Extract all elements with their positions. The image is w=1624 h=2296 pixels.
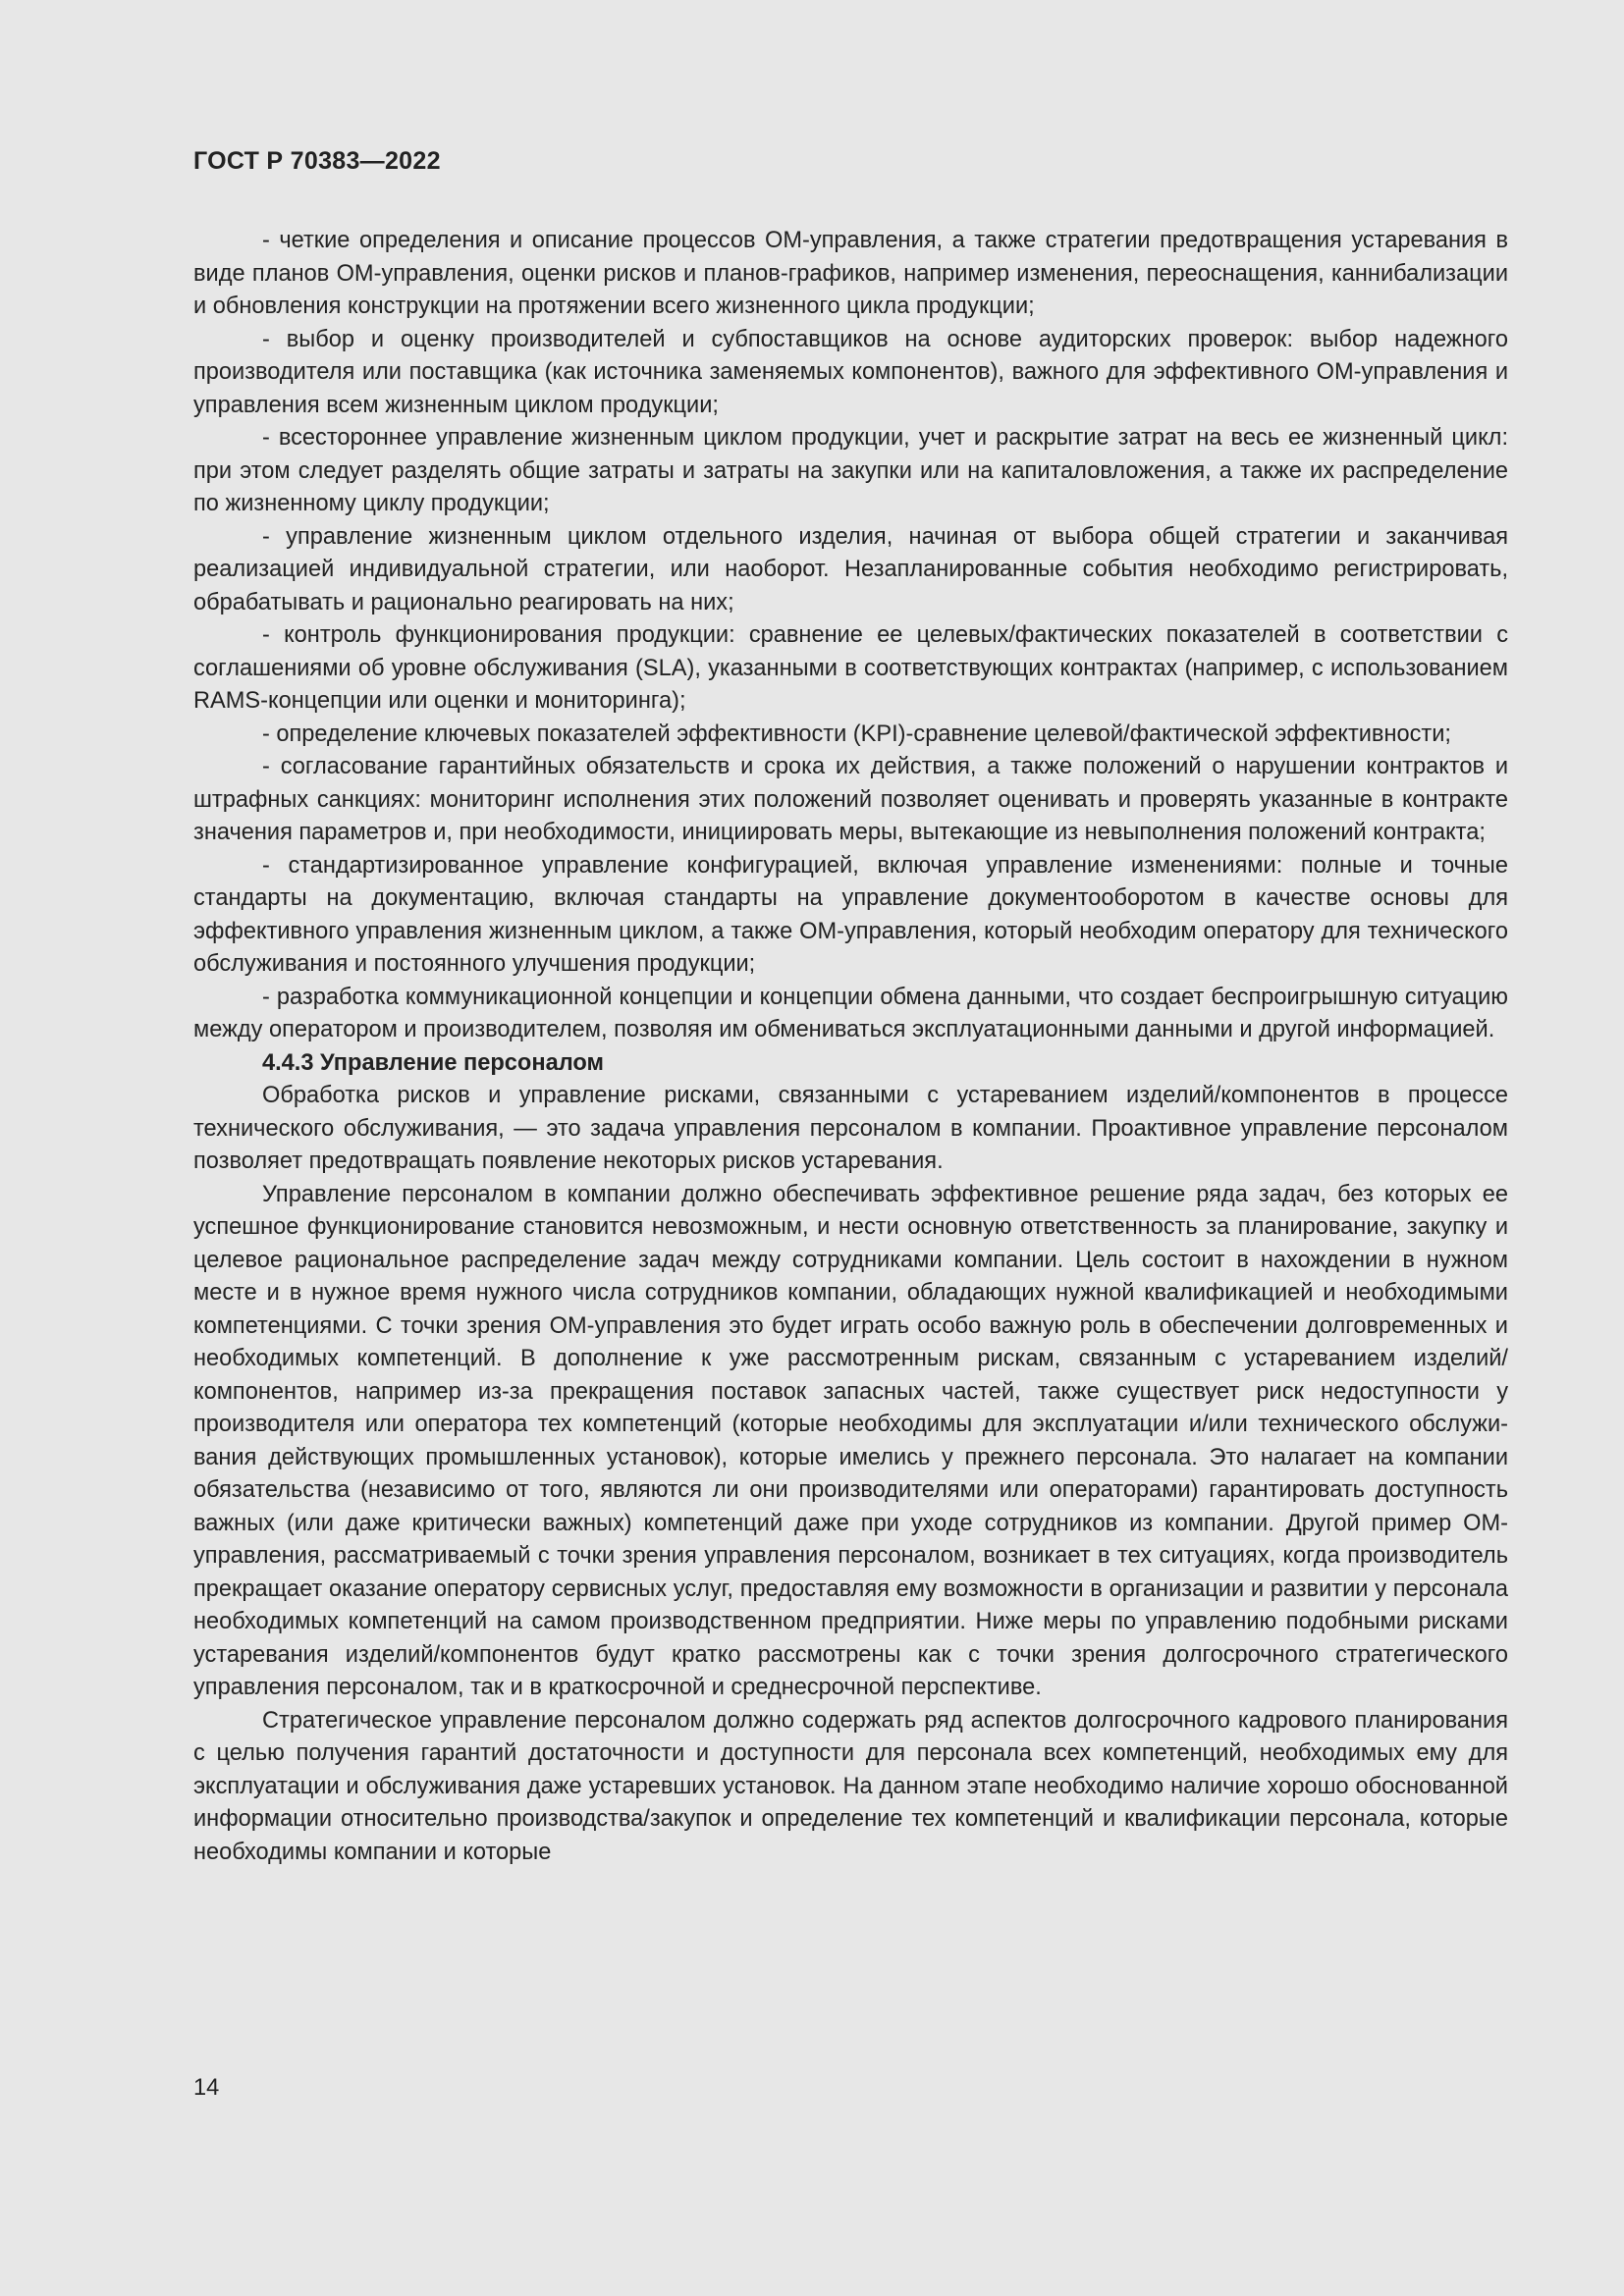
list-item: - управление жизненным циклом отдельного изделия, начиная от выбора общей стратегии и заканчивая реализацией индивидуальной стратегии, или наоборот. Незапланированные события необходимо регистрировать, обрабатывать и рационально реагировать на них; bbox=[193, 523, 1508, 615]
list-item: - всестороннее управление жизненным циклом продукции, учет и раскрытие затрат на весь ее жизненный цикл: при этом следует разделять общие затраты и затраты на закупки или на капиталовложения, а также их распределение по жизненному циклу продукции; bbox=[193, 425, 1508, 516]
page-number: 14 bbox=[193, 2075, 220, 2101]
list-item: - определение ключевых показателей эффективности (KPI)-сравнение целевой/фактической эффективности; bbox=[262, 721, 1451, 747]
list-item: - четкие определения и описание процессов ОМ-управления, а также стратегии предотвращения устаревания в виде планов ОМ-управления, оценки рисков и планов-графиков, например изменения, переоснащения, каннибализации и обновления конструкции на протяжении всего жизненного цикла продукции; bbox=[193, 228, 1508, 319]
list-item: - выбор и оценку производителей и субпоставщиков на основе аудиторских проверок: выбор надежного производителя или поставщика (как источника заменяемых компонентов), важного для эффективного ОМ-управления и управления всем жизненным циклом продукции; bbox=[193, 326, 1508, 418]
list-item: - стандартизированное управление конфигурацией, включая управление изменениями: полные и точные стандарты на документацию, включая стандарты на управление документооборотом в качестве основы для эффективного управления жизненным циклом, а также ОМ-управления, который необходим оператору для технического обслуживания и постоянного улучшения продукции; bbox=[193, 852, 1508, 977]
list-item: - разработка коммуникационной концепции и концепции обмена данными, что создает беспроигрышную ситуацию между оператором и производителем, позволяя им обмениваться эксплуатационными данными и другой информацией. bbox=[193, 984, 1508, 1042]
body-paragraph: Управление персоналом в компании должно обеспечивать эффективное решение ряда задач, без которых ее успешное функционирование становится невозможным, и нести основную ответственность за планирование, закупку и целевое рациональное распределение задач между сотрудниками компании. Цель состоит в нахождении в нужном месте и в нужное время нужного числа сотрудников компании, обладающих нужной квалификацией и необходимыми компетенциями. С точки зрения ОМ-управления это будет играть особо важную роль в обеспечении долговременных и необходимых компетенций. В дополнение к уже рассмотренным рискам, связанным с устареванием изделий/компонентов, например из-за прекращения поставок запасных частей, также существует риск недоступности у производителя или оператора тех компетенций (которые необходимы для эксплуатации и/или технического обслуживания действующих промышленных установок), которые имелись у прежнего персонала. Это налагает на компании обязательства (независимо от того, являются ли они производителями или операторами) гарантировать доступность важных (или даже критически важных) компетенций даже при уходе сотрудников из компании. Другой пример ОМ-управления, рассматриваемый с точки зрения управления персоналом, возникает в тех ситуациях, когда производитель прекращает оказание оператору сервисных услуг, предоставляя ему возможности в организации и развитии у персонала необходимых компетенций на самом производственном предприятии. Ниже меры по управлению подобными рисками устаревания изделий/компонентов будут кратко рассмотрены как с точки зрения долгосрочного стратегического управления персоналом, так и в краткосрочной и среднесрочной перспективе. bbox=[193, 1181, 1508, 1700]
document-header: ГОСТ Р 70383—2022 bbox=[193, 147, 441, 175]
list-item: - согласование гарантийных обязательств и срока их действия, а также положений о нарушении контрактов и штрафных санкциях: мониторинг исполнения этих положений позволяет оценивать и проверять указанные в контракте значения параметров и, при необходимости, инициировать меры, вытекающие из невыполнения положений контракта; bbox=[193, 754, 1508, 845]
list-item: - контроль функционирования продукции: сравнение ее целевых/фактических показателей в соответствии с соглашениями об уровне обслуживания (SLA), указанными в соответствующих контрактах (например, с использованием RAMS-концепции или оценки и мониторинга); bbox=[193, 622, 1508, 714]
page-body bbox=[193, 225, 1508, 1869]
section-heading: 4.4.3 Управление персоналом bbox=[262, 1049, 604, 1076]
body-paragraph: Стратегическое управление персоналом должно содержать ряд аспектов долгосрочного кадрового планирования с целью получения гарантий достаточности и доступности для персонала всех компетенций, необходимых ему для эксплуатации и обслуживания даже устаревших установок. На данном этапе необходимо наличие хорошо обоснованной информации относительно производства/закупок и определение тех компетенций и квалификации персонала, которые необходимы компании и которые bbox=[193, 1707, 1508, 1865]
body-paragraph: Обработка рисков и управление рисками, связанными с устареванием изделий/компонентов в процессе технического обслуживания, — это задача управления персоналом в компании. Проактивное управление персоналом позволяет предотвращать появление некоторых рисков устаревания. bbox=[193, 1083, 1508, 1174]
